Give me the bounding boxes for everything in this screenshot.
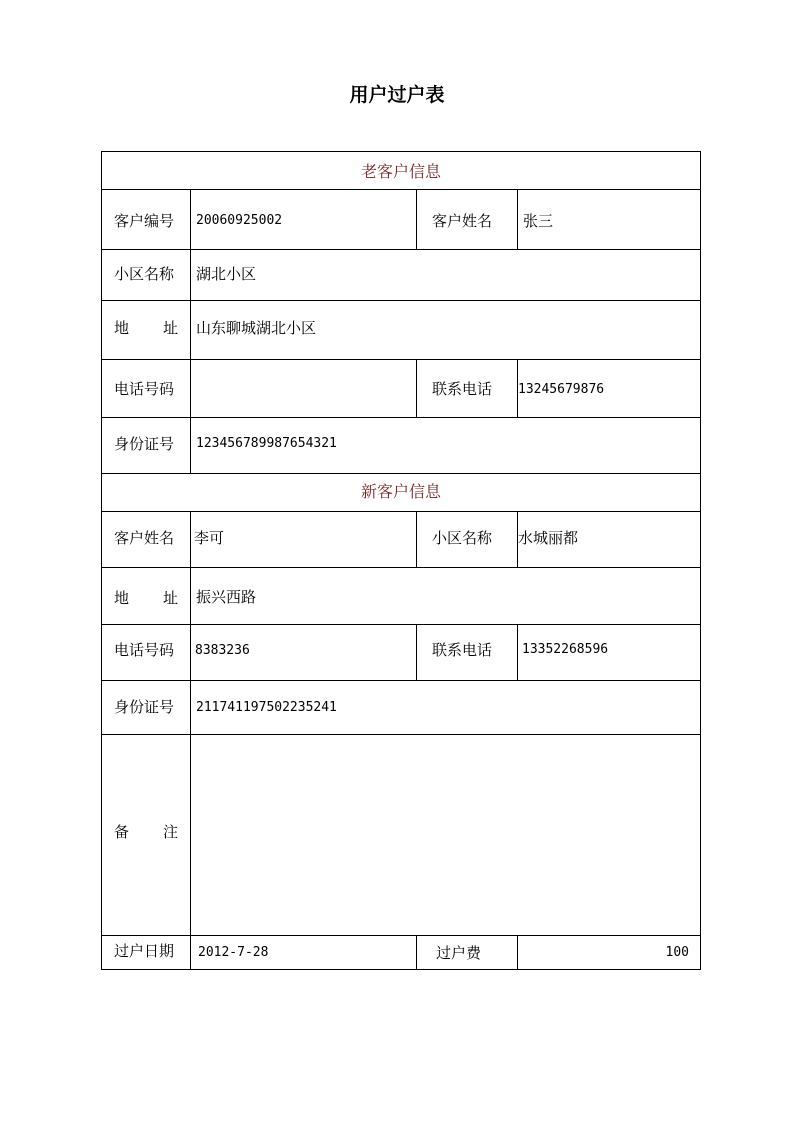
- old-contact-value: 13245679876: [518, 382, 605, 397]
- transfer-date-label: 过户日期: [114, 942, 175, 960]
- old-address-value: 山东聊城湖北小区: [196, 319, 317, 337]
- new-address-label-char-1: 地: [114, 589, 130, 607]
- old-customer-no-label: 客户编号: [114, 212, 175, 230]
- new-contact-label: 联系电话: [432, 641, 493, 659]
- new-community-label: 小区名称: [432, 529, 493, 547]
- old-customer-no-value: 20060925002: [196, 213, 283, 228]
- new-address-value: 振兴西路: [196, 588, 257, 606]
- old-address-label-char-2: 址: [162, 319, 178, 337]
- transfer-date-value: 2012-7-28: [198, 945, 269, 960]
- new-id-label: 身份证号: [114, 698, 175, 716]
- old-community-value: 湖北小区: [196, 265, 257, 283]
- old-community-label: 小区名称: [114, 265, 175, 283]
- new-contact-value: 13352268596: [522, 642, 609, 657]
- new-id-value: 211741197502235241: [196, 700, 337, 715]
- new-phone-value: 8383236: [195, 643, 250, 658]
- new-phone-label: 电话号码: [114, 641, 175, 659]
- remarks-label-char-1: 备: [114, 823, 130, 841]
- new-address-label: [114, 588, 178, 608]
- old-customer-name-value: 张三: [523, 212, 554, 230]
- old-id-value: 123456789987654321: [196, 436, 337, 451]
- old-customer-section-title: 老客户信息: [360, 162, 441, 181]
- new-customer-section-title: 新客户信息: [360, 482, 441, 501]
- old-id-label: 身份证号: [114, 435, 175, 453]
- remarks-label-char-2: 注: [162, 823, 178, 841]
- old-address-label-char-1: 地: [114, 319, 130, 337]
- old-address-label: [114, 318, 178, 338]
- transfer-fee-label: 过户费: [436, 944, 482, 962]
- old-customer-name-label: 客户姓名: [432, 212, 493, 230]
- new-community-value: 水城丽都: [518, 529, 579, 547]
- transfer-fee-value: 100: [665, 945, 689, 960]
- new-customer-name-value: 李可: [194, 529, 225, 547]
- remarks-label: [114, 822, 178, 842]
- old-contact-label: 联系电话: [432, 380, 493, 398]
- new-address-label-char-2: 址: [162, 589, 178, 607]
- old-phone-label: 电话号码: [114, 380, 175, 398]
- page-title: 用户过户表: [349, 84, 445, 106]
- new-customer-name-label: 客户姓名: [114, 529, 175, 547]
